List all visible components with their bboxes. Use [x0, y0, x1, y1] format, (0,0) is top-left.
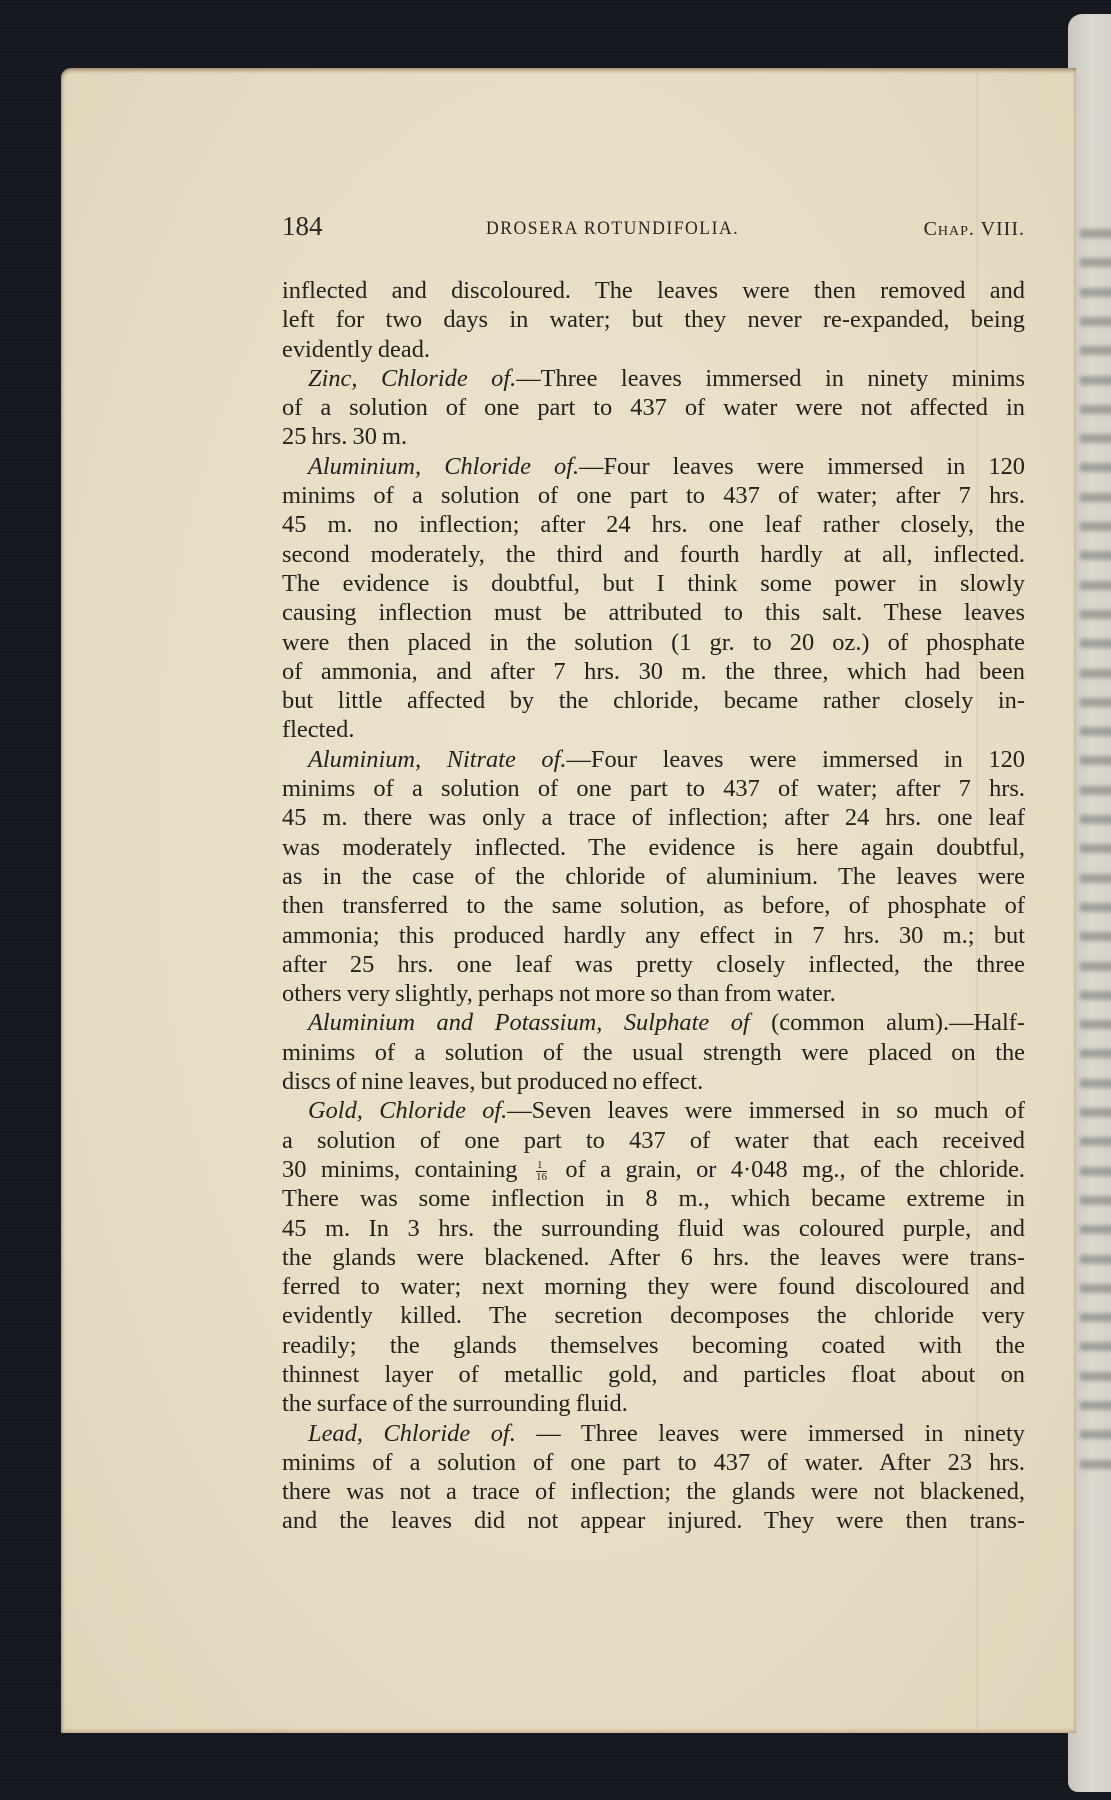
- text-line: readily; the glands themselves becoming coated with the: [282, 1331, 1025, 1359]
- next-page-ghost-text: [1080, 1255, 1111, 1264]
- text-line: Lead, Chloride of. — Three leaves were immersed in ninety: [308, 1419, 1025, 1447]
- text-line: minims of a solution of one part to 437 of water. After 23 hrs.: [282, 1448, 1025, 1476]
- text-line: ammonia; this produced hardly any effect in 7 hrs. 30 m.; but: [282, 921, 1025, 949]
- text-line: were then placed in the solution (1 gr. to 20 oz.) of phosphate: [282, 628, 1025, 656]
- next-page-ghost-text: [1080, 1225, 1111, 1234]
- entry-heading: Chloride of.: [379, 1097, 508, 1125]
- text-line: Gold, Chloride of.—Seven leaves were immersed in so much of: [308, 1097, 1025, 1125]
- text-line: thinnest layer of metallic gold, and particles float about on: [282, 1360, 1025, 1388]
- text-line: discs of nine leaves, but produced no effect.: [282, 1068, 704, 1096]
- paragraph-aluminium-nitrate: [282, 745, 1025, 1009]
- text-line: evidently killed. The secretion decomposes the chloride very: [282, 1302, 1025, 1330]
- next-page-ghost-text: [1080, 1372, 1111, 1381]
- next-page-ghost-text: [1080, 1460, 1111, 1469]
- next-page-ghost-text: [1080, 610, 1111, 619]
- entry-heading: Lead,: [308, 1419, 363, 1447]
- fraction: $\frac{1}{16}$: [535, 1158, 547, 1183]
- paragraph-zinc-chloride: [282, 364, 1025, 452]
- next-page-ghost-text: [1080, 1401, 1111, 1410]
- next-page-ghost-text: [1080, 1342, 1111, 1351]
- text-line: flected.: [282, 716, 355, 744]
- text-line: of a solution of one part to 437 of water were not affected in: [282, 394, 1025, 422]
- next-page-ghost-text: [1080, 874, 1111, 883]
- text-line: second moderately, the third and fourth hardly at all, inflected.: [282, 540, 1025, 568]
- next-page-ghost-text: [1080, 932, 1111, 941]
- paragraph-aluminium-chloride: [282, 452, 1025, 745]
- next-page-ghost-text: [1080, 493, 1111, 502]
- text-line: Zinc, Chloride of.—Three leaves immersed in ninety minims: [308, 364, 1025, 392]
- next-page-ghost-text: [1080, 1313, 1111, 1322]
- text-line: 45 m. In 3 hrs. the surrounding fluid was coloured purple, and: [282, 1214, 1025, 1242]
- next-page-ghost-text: [1080, 786, 1111, 795]
- entry-heading: Chloride of.: [444, 452, 580, 480]
- text-line: 45 m. there was only a trace of inflection; after 24 hrs. one leaf: [282, 804, 1025, 832]
- paragraph-gold-chloride: [282, 1096, 1025, 1418]
- next-page-ghost-text: [1080, 1049, 1111, 1058]
- entry-heading: Aluminium,: [308, 452, 422, 480]
- text-line: of ammonia, and after 7 hrs. 30 m. the three, which had been: [282, 657, 1025, 685]
- next-page-ghost-text: [1080, 258, 1111, 267]
- text-line: the glands were blackened. After 6 hrs. the leaves were trans-: [282, 1243, 1025, 1271]
- text-line: Aluminium, Chloride of.—Four leaves were immersed in 120: [308, 452, 1025, 480]
- text-line: inflected and discoloured. The leaves were then removed and: [282, 277, 1025, 304]
- text-line: Aluminium, Nitrate of.—Four leaves were immersed in 120: [308, 745, 1025, 773]
- next-page-ghost-text: [1080, 1108, 1111, 1117]
- text-line: as in the case of the chloride of aluminium. The leaves were: [282, 862, 1025, 890]
- next-page-ghost-text: [1080, 551, 1111, 560]
- entry-heading: Chloride of.: [383, 1419, 516, 1447]
- next-page-ghost-text: [1080, 698, 1111, 707]
- paragraph-lead-chloride: [282, 1419, 1025, 1536]
- next-page-ghost-text: [1080, 1020, 1111, 1029]
- next-page-ghost-text: [1080, 815, 1111, 824]
- paragraph-alum: [282, 1008, 1025, 1096]
- next-page-ghost-text: [1080, 727, 1111, 736]
- text-line: others very slightly, perhaps not more so than from water.: [282, 980, 836, 1008]
- text-line: and the leaves did not appear injured. They were then trans-: [282, 1507, 1025, 1535]
- running-head: [282, 210, 1025, 242]
- page-number: 184: [282, 211, 323, 241]
- next-page-ghost-text: [1080, 581, 1111, 590]
- text-line: causing inflection must be attributed to this salt. These leaves: [282, 599, 1025, 627]
- next-page-ghost-text: [1080, 434, 1111, 443]
- text-line: minims of a solution of one part to 437 of water; after 7 hrs.: [282, 482, 1025, 510]
- text-line: 30 minims, containing $\frac{1}{16}$ of a grain, or 4·048 mg., of the chloride.: [282, 1155, 1025, 1183]
- text-line: minims of a solution of the usual strength were placed on the: [282, 1038, 1025, 1066]
- text-line: 45 m. no inflection; after 24 hrs. one leaf rather closely, the: [282, 511, 1025, 539]
- next-page-ghost-text: [1080, 1196, 1111, 1205]
- entry-heading: Zinc,: [308, 364, 358, 392]
- next-page-ghost-text: [1080, 639, 1111, 648]
- next-page-ghost-text: [1080, 346, 1111, 355]
- text-line: there was not a trace of inflection; the glands were not blackened,: [282, 1478, 1025, 1506]
- entry-heading: Aluminium and Potassium,: [308, 1009, 603, 1037]
- next-page-ghost-text: [1080, 962, 1111, 971]
- text-line: ferred to water; next morning they were found discoloured and: [282, 1273, 1025, 1301]
- next-page-ghost-text: [1080, 376, 1111, 385]
- next-page-ghost-text: [1080, 288, 1111, 297]
- running-title: DROSERA ROTUNDIFOLIA.: [486, 218, 740, 239]
- text-line: There was some inflection in 8 m., which became extreme in: [282, 1185, 1025, 1213]
- next-page-ghost-text: [1080, 756, 1111, 765]
- text-line: then transferred to the same solution, as before, of phosphate of: [282, 892, 1025, 920]
- entry-heading: Chloride of.: [380, 364, 517, 392]
- next-page-ghost-text: [1080, 1167, 1111, 1176]
- text-line: minims of a solution of one part to 437 of water; after 7 hrs.: [282, 775, 1025, 803]
- next-page-ghost-text: [1080, 844, 1111, 853]
- text-line: The evidence is doubtful, but I think some power in slowly: [282, 569, 1025, 597]
- next-page-ghost-text: [1080, 405, 1111, 414]
- text-line: the surface of the surrounding fluid.: [282, 1390, 628, 1418]
- next-page-ghost-text: [1080, 1284, 1111, 1293]
- text-line: but little affected by the chloride, became rather closely in-: [282, 687, 1025, 715]
- body-text: [282, 276, 1025, 1536]
- entry-heading: Sulphate of: [623, 1009, 750, 1037]
- next-page-ghost-text: [1080, 669, 1111, 678]
- next-page-ghost-text: [1080, 903, 1111, 912]
- next-page-ghost-text: [1080, 229, 1111, 238]
- chapter-label: Chap. VIII.: [923, 218, 1025, 240]
- next-page-ghost-text: [1080, 1137, 1111, 1146]
- entry-heading: Aluminium,: [308, 745, 422, 773]
- text-line: evidently dead.: [282, 335, 430, 363]
- text-line: a solution of one part to 437 of water that each received: [282, 1126, 1025, 1154]
- text-line: after 25 hrs. one leaf was pretty closely inflected, the three: [282, 950, 1025, 978]
- next-page-ghost-text: [1080, 991, 1111, 1000]
- next-page-ghost-text: [1080, 463, 1111, 472]
- next-page-ghost-text: [1080, 317, 1111, 326]
- text-line: was moderately inflected. The evidence is here again doubtful,: [282, 833, 1025, 861]
- text-line: left for two days in water; but they never re-expanded, being: [282, 306, 1025, 334]
- paragraph: [282, 276, 1025, 364]
- text-line: Aluminium and Potassium, Sulphate of (common alum).—Half-: [308, 1009, 1025, 1037]
- next-page-ghost-text: [1080, 1079, 1111, 1088]
- text-line: 25 hrs. 30 m.: [282, 423, 408, 451]
- entry-heading: Gold,: [308, 1097, 363, 1125]
- entry-heading: Nitrate of.: [446, 745, 567, 773]
- next-page-ghost-text: [1080, 1430, 1111, 1439]
- next-page-ghost-text: [1080, 522, 1111, 531]
